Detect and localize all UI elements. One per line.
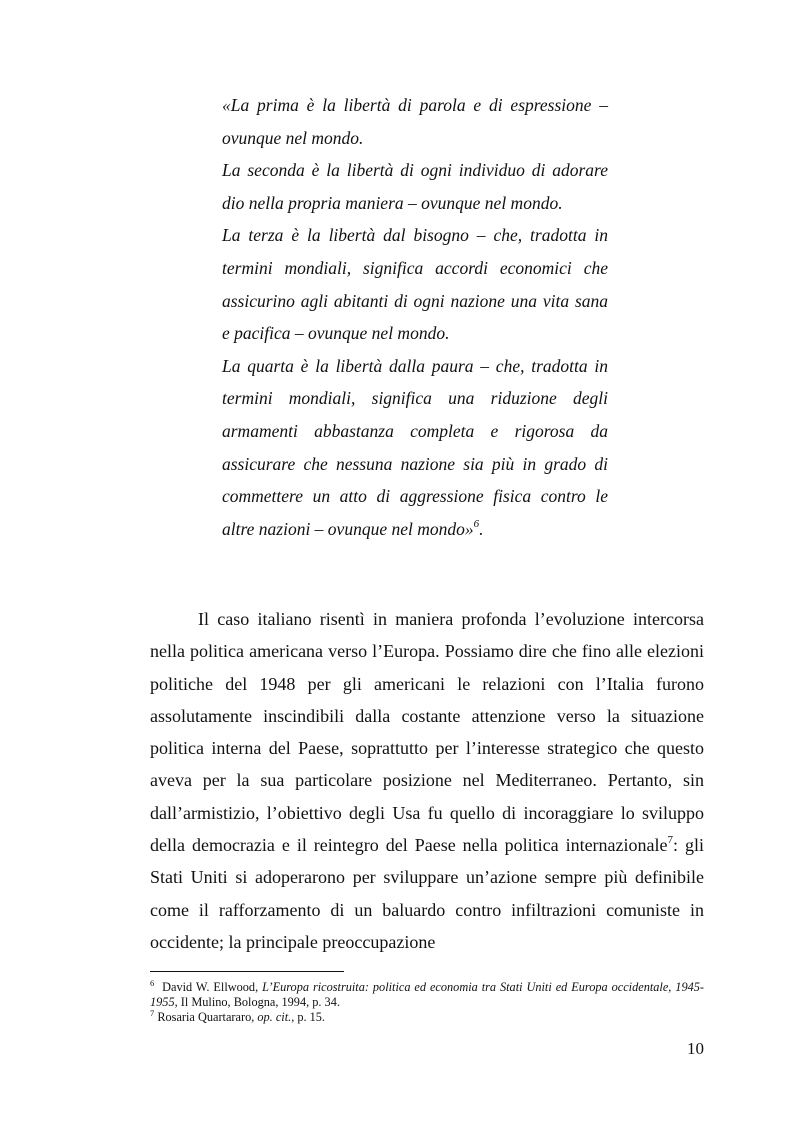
body-text-part-1: Il caso italiano risentì in maniera profonda l’evoluzione intercorsa nella politica americana verso l’Europa. Possiamo dire che fino alle elezioni politiche del 1948 per gli americani le relazioni con l’Italia furono assolutamente inscindibili dalla costante attenzione verso la situazione politica interna del Paese, soprattutto per l’interesse strategico che questo aveva per la sua particolare posizione nel Mediterraneo. Pertanto, sin dall’armistizio, l’obiettivo degli Usa fu quello di incoraggiare lo sviluppo della democrazia e il reintegro del Paese nella politica internazionale (150, 609, 704, 856)
footnotes (150, 977, 704, 1025)
body-text-part-2: : gli Stati Uniti si adoperarono per sviluppare un’azione sempre più definibile come il rafforzamento di un baluardo contro infiltrazioni comuniste in occidente; la principale preoccupazione (150, 835, 704, 952)
footnote-author: David W. Ellwood, (162, 980, 263, 994)
quote-paragraph-4 (222, 350, 608, 546)
footnote-separator (150, 971, 344, 972)
body-paragraph (150, 603, 704, 958)
footnote-7 (150, 1007, 704, 1025)
quote-paragraph-1: «La prima è la libertà di parola e di espressione – ovunque nel mondo. (222, 95, 608, 148)
footnote-6 (150, 977, 704, 1010)
footnote-title: L’Europa ricostruita: politica ed economia tra Stati Uniti ed Europa occidentale, 1945-1955 (150, 980, 704, 1009)
body-text (150, 603, 704, 958)
quote-end-punct: . (479, 518, 484, 539)
footnote-title: op. cit. (257, 1010, 292, 1024)
page-number: 10 (687, 1039, 704, 1058)
footnote-number: 6 (150, 977, 155, 988)
footnote-details: , p. 15. (291, 1010, 326, 1024)
quote-paragraph-2: La seconda è la libertà di ogni individuo di adorare dio nella propria maniera – ovunque nel mondo. (222, 160, 608, 213)
footnote-author: Rosaria Quartararo, (157, 1010, 258, 1024)
quote-paragraph-3: La terza è la libertà dal bisogno – che, tradotta in termini mondiali, significa accordi economici che assicurino agli abitanti di ogni nazione una vita sana e pacifica – ovunque nel mondo. (222, 225, 608, 344)
footnote-ref-6: 6 (473, 517, 480, 530)
quote-paragraph-4-text: La quarta è la libertà dalla paura – che, tradotta in termini mondiali, significa una riduzione degli armamenti abbastanza completa e rigorosa da assicurare che nessuna nazione sia più in grado di commettere un atto di aggressione fisica contro le altre nazioni – ovunque nel mondo» (222, 355, 608, 539)
footnote-number: 7 (150, 1007, 155, 1018)
footnote-details: , Il Mulino, Bologna, 1994, p. 34. (174, 995, 340, 1009)
footnote-ref-7: 7 (667, 834, 674, 847)
block-quote (222, 89, 608, 545)
